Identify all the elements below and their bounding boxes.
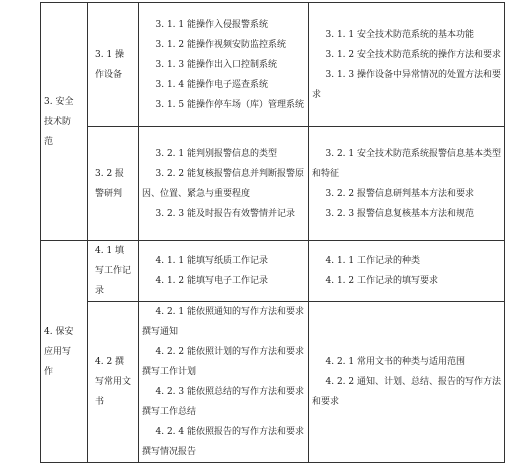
knowledge-item: 3. 2. 1 安全技术防范系统报警信息基本类型和特征 [312,148,501,179]
knowledge-item: 4. 2. 2 通知、计划、总结、报告的写作方法和要求 [312,377,501,407]
standards-table [40,2,505,463]
table-row [41,302,505,463]
skills-cell [139,302,309,463]
function-label: 4. 保安应用写作 [44,326,74,377]
skill-item: 3. 1. 5 能操作停车场（库）管理系统 [155,99,304,110]
knowledge-item: 4. 1. 2 工作记录的填写要求 [325,276,438,286]
job-content-cell [88,127,139,241]
skill-item: 3. 2. 3 能及时报告有效警情并记录 [155,208,295,219]
knowledge-cell [309,241,505,302]
job-content-label: 3. 1 操作设备 [95,49,125,80]
skill-item: 4. 2. 1 能依照通知的写作方法和要求撰写通知 [142,307,304,337]
skill-item: 3. 2. 2 能复核报警信息并判断报警原因、位置、紧急与重要程度 [142,168,304,199]
knowledge-cell [309,3,505,127]
table-row [41,241,505,302]
knowledge-item: 3. 1. 2 安全技术防范系统的操作方法和要求 [325,49,501,60]
skill-item: 4. 2. 2 能依照计划的写作方法和要求撰写工作计划 [142,347,304,377]
job-content-label: 4. 2 撰写常用文书 [95,357,132,407]
skill-item: 3. 1. 1 能操作入侵报警系统 [155,19,268,30]
skills-cell [139,241,309,302]
knowledge-cell [309,127,505,241]
skill-item: 3. 1. 3 能操作出入口控制系统 [155,59,277,70]
job-content-cell [88,302,139,463]
knowledge-cell [309,302,505,463]
knowledge-item: 3. 1. 1 安全技术防范系统的基本功能 [325,29,474,40]
knowledge-item: 4. 1. 1 工作记录的种类 [325,256,420,266]
skill-item: 4. 1. 1 能填写纸质工作记录 [155,256,268,266]
table-row [41,3,505,127]
knowledge-item: 3. 1. 3 操作设备中异常情况的处置方法和要求 [312,69,501,100]
function-cell [41,3,88,241]
knowledge-item: 4. 2. 1 常用文书的种类与适用范围 [325,357,465,367]
job-content-cell [88,3,139,127]
knowledge-item: 3. 2. 3 报警信息复核基本方法和规范 [325,208,474,219]
job-content-label: 4. 1 填写工作记录 [95,246,132,296]
function-label: 3. 安全技术防范 [44,96,74,147]
skills-cell [139,127,309,241]
function-cell [41,241,88,463]
table-row [41,127,505,241]
skill-item: 4. 1. 2 能填写电子工作记录 [155,276,268,286]
job-content-cell [88,241,139,302]
standards-document [40,2,504,463]
knowledge-item: 3. 2. 2 报警信息研判基本方法和要求 [325,188,474,199]
skill-item: 3. 1. 2 能操作视频安防监控系统 [155,39,286,50]
job-content-label: 3. 2 报警研判 [95,168,125,199]
skills-cell [139,3,309,127]
skill-item: 4. 2. 4 能依照报告的写作方法和要求撰写情况报告 [142,427,304,457]
skill-item: 4. 2. 3 能依照总结的写作方法和要求撰写工作总结 [142,387,304,417]
skill-item: 3. 2. 1 能判别报警信息的类型 [155,148,277,159]
skill-item: 3. 1. 4 能操作电子巡查系统 [155,79,268,90]
